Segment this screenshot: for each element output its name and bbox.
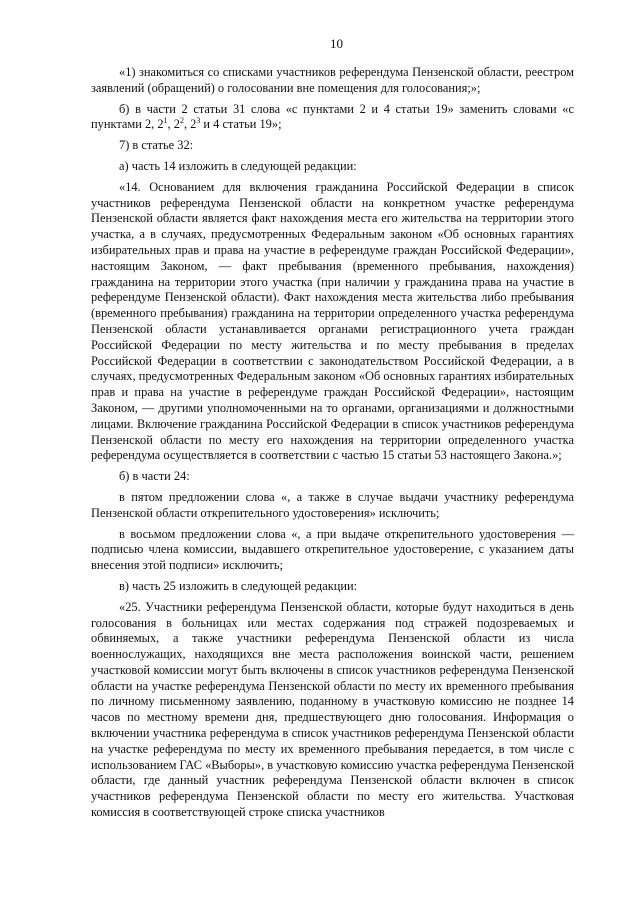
paragraph-text: б) в части 2 статьи 31 слова «с пунктами 2 и 4 статьи 19» заменить словами «с пунктами 2, 2 bbox=[91, 101, 574, 132]
paragraph-text: , 2 bbox=[167, 117, 180, 132]
paragraph-text: и 4 статьи 19»; bbox=[200, 117, 282, 132]
paragraph-item-b-part-2 bbox=[91, 102, 574, 134]
paragraph-sub-v: в) часть 25 изложить в следующей редакции: bbox=[119, 578, 358, 593]
paragraph-part-14: «14. Основанием для включения гражданина Российской Федерации в список участников референдума Пензенской области на конкретном участке референдума Пензенской области является факт нахождения места его жительства на территории этого участка, а в случаях, предусмотренных Федеральным законом «Об основных гарантиях избирательных прав и права на участие в референдуме граждан Российской Федерации», настоящим Законом, — факт пребывания (временного пребывания, нахождения) гражданина на территории этого участка (при наличии у гражданина права на участие в референдуме Пензенской области). Факт нахождения места жительства либо пребывания (временного пребывания) гражданина на территории определенного участка референдума Пензенской области устанавливается органами регистрационного учета граждан Российской Федерации по месту жительства и по месту пребывания в пределах Российской Федерации в соответствии с законодательством Российской Федерации, а в случаях, предусмотренных Федеральным законом «Об основных гарантиях избирательных прав и права на участие в референдуме граждан Российской Федерации», настоящим Законом, — другими уполномоченными на то органами, организациями и должностными лицами. Включение гражданина Российской Федерации в список участников референдума Пензенской области по месту его нахождения на территории определенного участка референдума осуществляется в соответствии с частью 15 статьи 53 настоящего Закона.»; bbox=[91, 179, 574, 463]
paragraph-sub-b: б) в части 24: bbox=[119, 469, 190, 484]
superscript: 1 bbox=[163, 116, 168, 126]
paragraph-item-7: 7) в статье 32: bbox=[119, 138, 194, 153]
page-number: 10 bbox=[330, 36, 343, 51]
paragraph-part-25: «25. Участники референдума Пензенской области, которые будут находиться в день голосования в больницах или местах содержания под стражей подозреваемых и обвиняемых, а также участники референдума Пензенской области из числа военнослужащих, находящихся вне места расположения воинской части, решением участковой комиссии могут быть включены в список участников референдума Пензенской области на участке референдума Пензенской области по месту их временного пребывания по личному письменному заявлению, поданному в участковую комиссию не позднее 14 часов по местному времени дня, предшествующего дню голосования. Информация о включении участника референдума в список участников референдума Пензенской области на участке референдума по месту их временного пребывания передается, в том числе с использованием ГАС «Выборы», в участковую комиссию участка референдума Пензенской области, где данный участник референдума Пензенской области включен в список участников референдума Пензенской области по месту его жительства. Участковая комиссия в соответствующей строке списка участников bbox=[91, 599, 574, 820]
superscript: 2 bbox=[179, 116, 184, 126]
paragraph-item-1: «1) знакомиться со списками участников референдума Пензенской области, реестром заявлений (обращений) о голосовании вне помещения для голосования;»; bbox=[91, 65, 574, 95]
paragraph-eighth-sentence: в восьмом предложении слова «, а при выдаче открепительного удостоверения — подписью члена комиссии, выдавшего открепительное удостоверение, с указанием даты внесения этой подписи» исключить; bbox=[91, 526, 574, 573]
paragraph-text: , 2 bbox=[183, 117, 197, 132]
paragraph-sub-a: а) часть 14 изложить в следующей редакции: bbox=[119, 158, 357, 173]
paragraph-fifth-sentence: в пятом предложении слова «, а также в случае выдачи участнику референдума Пензенской области открепительного удостоверения» исключить; bbox=[91, 489, 574, 520]
superscript: 3 bbox=[196, 116, 201, 126]
